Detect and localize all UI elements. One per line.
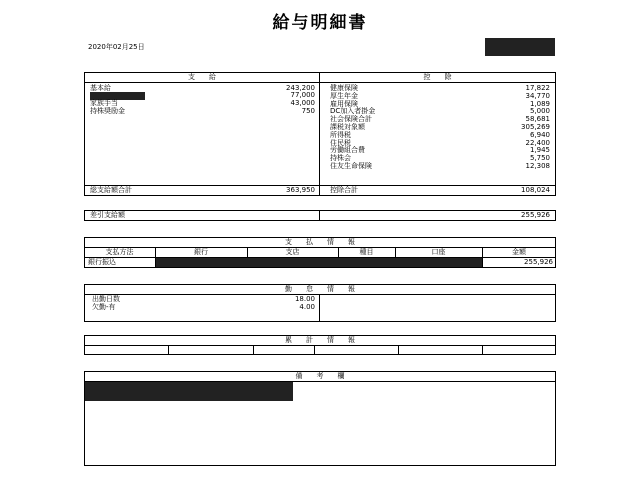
deduction-value: 5,750 <box>529 154 550 163</box>
redacted-bank-details <box>156 258 482 267</box>
column-header-amount: 金額 <box>512 248 526 256</box>
net-pay-label: 差引支給額 <box>90 211 125 219</box>
column-header-account: 口座 <box>431 248 446 256</box>
deduction-label: 課税対象額 <box>330 123 365 131</box>
payment-method-value: 銀行振込 <box>88 258 116 266</box>
deductions-total-label: 控除合計 <box>330 186 358 194</box>
redacted-remarks <box>85 382 293 401</box>
attendance-label: 欠勤-有 <box>92 303 116 311</box>
payment-label: 家族手当 <box>90 99 118 107</box>
deduction-label: 厚生年金 <box>330 91 358 100</box>
deduction-label: 労働組合費 <box>330 146 365 155</box>
payments-total-label: 総支給額合計 <box>90 186 132 194</box>
net-pay-divider <box>319 210 320 221</box>
deduction-label: 健康保険 <box>330 84 358 92</box>
attendance-header: 勤怠情報 <box>84 284 556 295</box>
payment-label: 持株奨励金 <box>90 107 125 115</box>
payment-value: 243,200 <box>286 84 315 92</box>
cumulative-vline <box>314 345 315 355</box>
column-header-method: 支払方法 <box>105 248 134 256</box>
net-pay-value: 255,926 <box>521 211 550 219</box>
deduction-value: 305,269 <box>521 123 550 131</box>
deductions-total-value: 108,024 <box>521 186 550 194</box>
deduction-value: 1,089 <box>529 99 550 108</box>
deduction-value: 22,400 <box>525 138 550 147</box>
redacted-name <box>485 38 555 56</box>
payments-header: 支給 <box>84 72 320 83</box>
payments-total-value: 363,950 <box>286 186 315 194</box>
column-header-branch: 支店 <box>285 248 300 256</box>
payment-value: 43,000 <box>290 99 315 107</box>
payment-info-header: 支払情報 <box>84 237 556 248</box>
deduction-label: 社会保険合計 <box>330 115 372 124</box>
cumulative-vline <box>482 345 483 355</box>
deductions-list <box>330 85 550 185</box>
deductions-header: 控除 <box>319 72 556 83</box>
payment-value: 77,000 <box>290 91 315 99</box>
cumulative-vline <box>398 345 399 355</box>
deduction-value: 58,681 <box>525 115 550 124</box>
remarks-header: 備考欄 <box>84 371 556 382</box>
deduction-label: 住友生命保険 <box>330 162 372 170</box>
net-pay-section <box>84 210 556 221</box>
payment-value: 750 <box>301 107 315 115</box>
deduction-label: 雇用保険 <box>330 99 358 108</box>
payments-list <box>90 85 315 185</box>
deduction-value: 17,822 <box>525 84 550 92</box>
payment-label: 基本給 <box>90 84 111 92</box>
attendance-label: 出勤日数 <box>92 295 120 303</box>
deduction-label: 住民税 <box>330 138 351 147</box>
column-header-type: 種目 <box>359 248 374 256</box>
cumulative-vline <box>168 345 169 355</box>
deduction-value: 5,000 <box>529 107 550 116</box>
attendance-value: 4.00 <box>299 303 315 311</box>
document-title: 給与明細書 <box>272 13 368 33</box>
totals-divider <box>84 185 556 186</box>
attendance-divider <box>319 294 320 322</box>
deduction-value: 34,770 <box>525 91 550 100</box>
payment-amount-value: 255,926 <box>524 258 553 266</box>
cumulative-header: 累計情報 <box>84 335 556 346</box>
deduction-value: 6,940 <box>529 130 550 139</box>
deduction-label: DC加入者掛金 <box>330 107 376 116</box>
deduction-label: 所得税 <box>330 130 351 139</box>
cumulative-vline <box>253 345 254 355</box>
attendance-value: 18.00 <box>294 295 315 303</box>
deduction-label: 持株会 <box>330 154 351 163</box>
deduction-value: 12,308 <box>525 162 550 170</box>
section-divider <box>319 72 320 196</box>
issue-date: 2020年02月25日 <box>88 43 145 51</box>
deduction-value: 1,945 <box>529 146 550 155</box>
column-header-bank: 銀行 <box>194 248 208 256</box>
